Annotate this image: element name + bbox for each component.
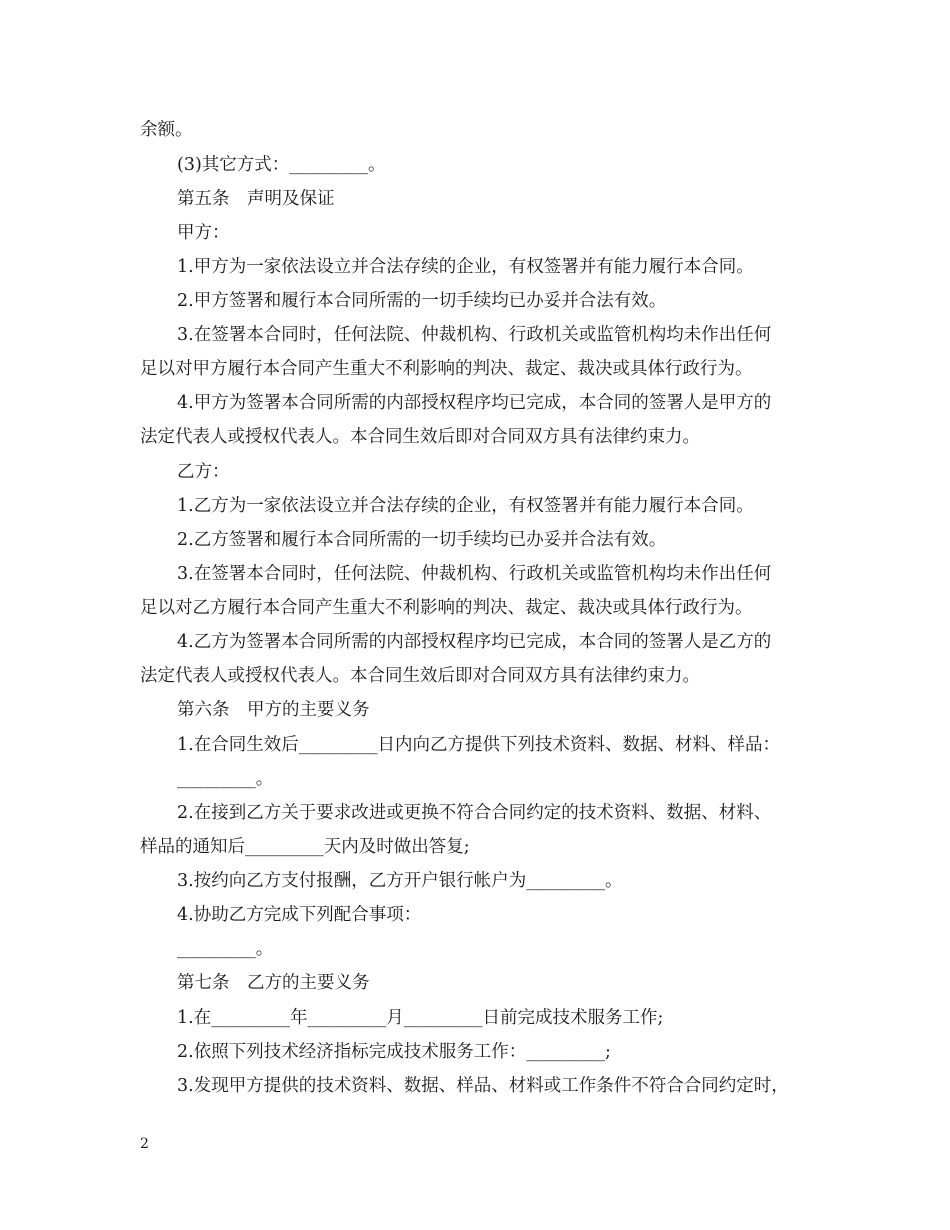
party-heading: 乙方： — [177, 462, 230, 482]
text-line: 法定代表人或授权代表人。本合同生效后即对合同双方具有法律约束力。 — [140, 427, 700, 447]
text-line: 1.乙方为一家依法设立并合法存续的企业，有权签署并有能力履行本合同。 — [177, 496, 754, 516]
text-line: 3.在签署本合同时，任何法院、仲裁机构、行政机关或监管机构均未作出任何 — [177, 325, 772, 345]
section-heading: 第六条 甲方的主要义务 — [177, 700, 370, 720]
party-heading: 甲方： — [177, 223, 230, 243]
blank-field-line: _________。 — [177, 939, 274, 959]
text-line: 足以对甲方履行本合同产生重大不利影响的判决、裁定、裁决或具体行政行为。 — [140, 359, 753, 379]
text-line: 2.乙方签署和履行本合同所需的一切手续均已办妥并合法有效。 — [177, 530, 667, 550]
text-line: 余额。 — [140, 120, 193, 140]
text-line: 3.在签署本合同时，任何法院、仲裁机构、行政机关或监管机构均未作出任何 — [177, 564, 772, 584]
text-line: 样品的通知后_________天内及时做出答复; — [140, 837, 470, 857]
section-heading: 第五条 声明及保证 — [177, 189, 335, 209]
text-line: 2.依照下列技术经济指标完成技术服务工作：_________; — [177, 1042, 611, 1062]
text-line: 1.甲方为一家依法设立并合法存续的企业，有权签署并有能力履行本合同。 — [177, 257, 754, 277]
text-line: 足以对乙方履行本合同产生重大不利影响的判决、裁定、裁决或具体行政行为。 — [140, 598, 753, 618]
text-line: (3)其它方式：_________。 — [177, 155, 386, 175]
text-line: 2.在接到乙方关于要求改进或更换不符合合同约定的技术资料、数据、材料、 — [177, 803, 772, 823]
text-line: 3.发现甲方提供的技术资料、数据、样品、材料或工作条件不符合合同约定时， — [177, 1076, 789, 1096]
text-line: 2.甲方签署和履行本合同所需的一切手续均已办妥并合法有效。 — [177, 291, 667, 311]
text-line: 1.在_________年_________月_________日前完成技术服务工作; — [177, 1008, 664, 1028]
text-line: 3.按约向乙方支付报酬，乙方开户银行帐户为_________。 — [177, 871, 623, 891]
text-line: 4.乙方为签署本合同所需的内部授权程序均已完成，本合同的签署人是乙方的 — [177, 632, 772, 652]
text-line: 法定代表人或授权代表人。本合同生效后即对合同双方具有法律约束力。 — [140, 666, 700, 686]
blank-field-line: _________。 — [177, 769, 274, 789]
text-line: 4.甲方为签署本合同所需的内部授权程序均已完成，本合同的签署人是甲方的 — [177, 393, 772, 413]
text-line: 1.在合同生效后_________日内向乙方提供下列技术资料、数据、材料、样品： — [177, 735, 780, 755]
section-heading: 第七条 乙方的主要义务 — [177, 973, 370, 993]
text-line: 4.协助乙方完成下列配合事项： — [177, 905, 422, 925]
page-number: 2 — [140, 1136, 149, 1152]
